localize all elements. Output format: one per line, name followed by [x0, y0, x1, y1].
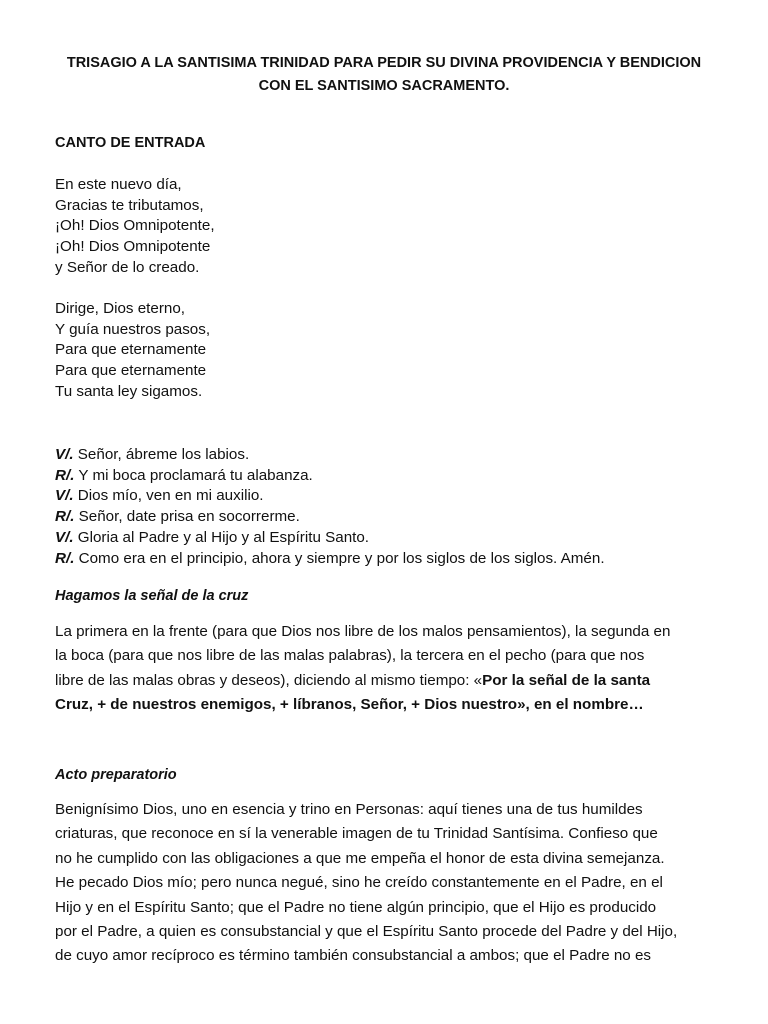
response-mark: R/.	[55, 508, 75, 526]
paragraph-line: He pecado Dios mío; pero nunca negué, sino he creído constantemente en el Padre, en el	[55, 874, 663, 892]
response-line	[55, 507, 725, 528]
response-text: Como era en el principio, ahora y siempre y por los siglos de los siglos. Amén.	[74, 549, 605, 567]
versicle-line	[55, 445, 725, 466]
cruz-paragraph	[55, 620, 725, 718]
paragraph-line: Benignísimo Dios, uno en esencia y trino en Personas: aquí tienes una de tus humildes	[55, 801, 643, 818]
versicle-text: Señor, ábreme los labios.	[73, 446, 250, 463]
acto-paragraph	[55, 798, 725, 969]
stanza-line: y Señor de lo creado.	[55, 258, 200, 276]
paragraph-line: de cuyo amor recíproco es término también consubstancial a ambos; que el Padre no es	[55, 947, 652, 965]
stanza-line: Dirige, Dios eterno,	[55, 300, 185, 317]
response-mark: R/.	[55, 549, 75, 567]
document-title	[40, 52, 728, 98]
response-mark: R/.	[55, 466, 75, 484]
canto-heading: CANTO DE ENTRADA	[55, 135, 206, 151]
paragraph-bold-text: Por la señal de la santa	[482, 671, 651, 689]
stanza-line: Tu santa ley sigamos.	[55, 382, 203, 400]
acto-heading: Acto preparatorio	[55, 767, 177, 783]
response-text: Y mi boca proclamará tu alabanza.	[74, 466, 313, 484]
paragraph-text: libre de las malas obras y deseos), diciendo al mismo tiempo: «	[55, 671, 483, 689]
title-line-1: TRISAGIO A LA SANTISIMA TRINIDAD PARA PEDIR SU DIVINA PROVIDENCIA Y BENDICION	[66, 55, 702, 71]
paragraph-line: la boca (para que nos libre de las malas palabras), la tercera en el pecho (para que nos	[55, 647, 645, 665]
paragraph-line: no he cumplido con las obligaciones a que me empeña el honor de esta divina semejanza.	[55, 849, 665, 867]
stanza-line: Y guía nuestros pasos,	[55, 320, 211, 338]
versicle-mark: V/.	[55, 446, 74, 463]
paragraph-line: por el Padre, a quien es consubstancial y que el Espíritu Santo procede del Padre y del Hijo,	[55, 923, 678, 941]
cruz-heading: Hagamos la señal de la cruz	[55, 588, 249, 604]
response-line	[55, 466, 725, 487]
versicle-line	[55, 528, 725, 549]
stanza-line: Para que eternamente	[55, 362, 207, 380]
versicle-mark: V/.	[55, 487, 74, 505]
versicle-text: Dios mío, ven en mi auxilio.	[73, 487, 264, 505]
versicle-mark: V/.	[55, 528, 74, 546]
paragraph-line: criaturas, que reconoce en sí la venerable imagen de tu Trinidad Santísima. Confieso que	[55, 825, 658, 843]
versicle-text: Gloria al Padre y al Hijo y al Espíritu Santo.	[73, 528, 370, 546]
response-line	[55, 549, 725, 570]
stanza-line: En este nuevo día,	[55, 176, 182, 193]
canto-stanza-1	[55, 175, 725, 279]
versicles	[55, 445, 725, 569]
stanza-line: Para que eternamente	[55, 341, 207, 359]
paragraph-line: Hijo y en el Espíritu Santo; que el Padre no tiene algún principio, que el Hijo es producido	[55, 898, 657, 916]
stanza-line: ¡Oh! Dios Omnipotente	[55, 238, 211, 256]
response-text: Señor, date prisa en socorrerme.	[74, 508, 300, 526]
stanza-line: ¡Oh! Dios Omnipotente,	[55, 217, 215, 235]
stanza-line: Gracias te tributamos,	[55, 196, 204, 214]
versicle-line	[55, 486, 725, 507]
canto-stanza-2	[55, 299, 725, 403]
title-line-2: CON EL SANTISIMO SACRAMENTO.	[258, 78, 510, 94]
paragraph-line: La primera en la frente (para que Dios nos libre de los malos pensamientos), la segunda en	[55, 623, 671, 640]
paragraph-line: Cruz, + de nuestros enemigos, + líbranos, Señor, + Dios nuestro», en el nombre…	[55, 696, 644, 714]
paragraph-line	[55, 669, 725, 693]
